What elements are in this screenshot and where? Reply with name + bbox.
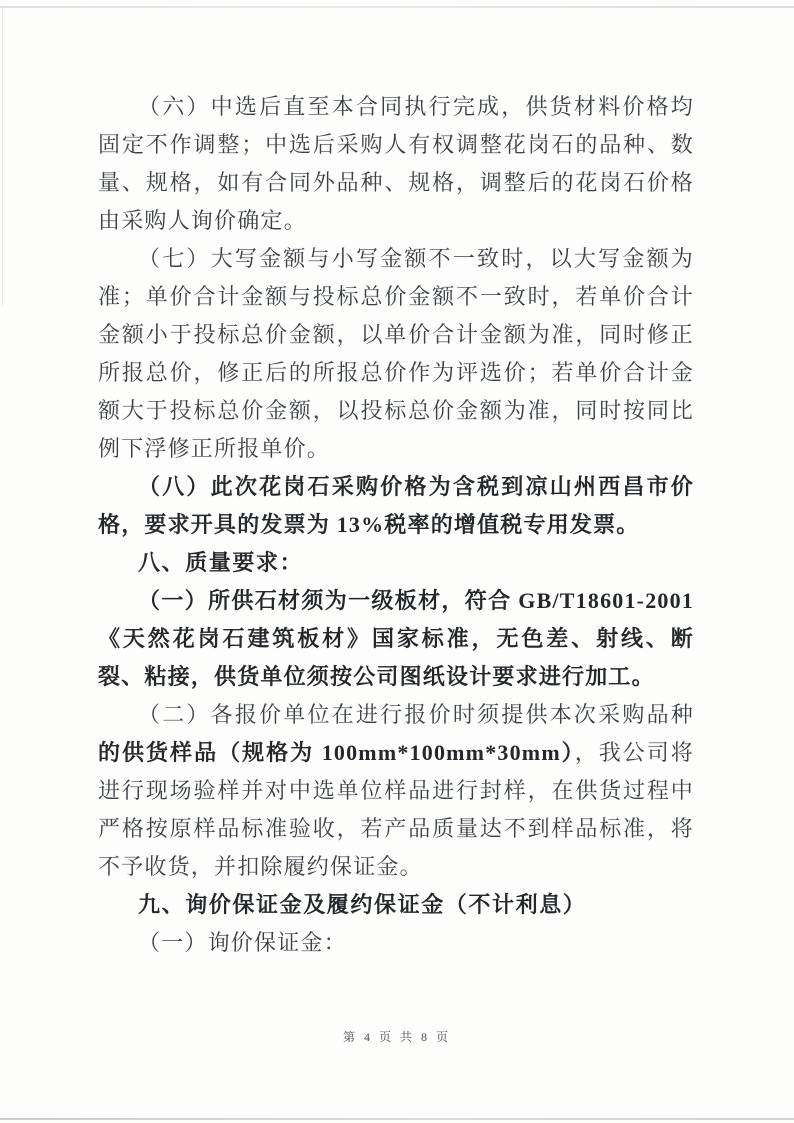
text-run: （一）所供石材须为一级板材，符合 GB/T18601-2001《天然花岗石建筑板材》国家标准，无色差、射线、断裂、粘接，供货单位须按公司图纸设计要求进行加工。: [98, 588, 694, 689]
section-heading: [98, 886, 694, 924]
text-run: 九、询价保证金及履约保证金（不计利息）: [138, 892, 587, 917]
page-number-text: 第 4 页 共 8 页: [342, 1030, 451, 1044]
text-run: （一）询价保证金：: [138, 930, 347, 955]
paragraph: [98, 88, 694, 240]
text-run: （二）各报价单位在进行报价时须提供本次采购品种: [138, 702, 694, 727]
text-run: 八、质量要求：: [138, 550, 304, 575]
paragraph: [98, 696, 694, 886]
document-body: [98, 88, 694, 962]
text-run: （六）中选后直至本合同执行完成，供货材料价格均固定不作调整；中选后采购人有权调整花岗石的品种、数量、规格，如有合同外品种、规格，调整后的花岗石价格由采购人询价确定。: [98, 94, 694, 233]
page-number-footer: [0, 1028, 794, 1045]
text-run: （八）此次花岗石采购价格为含税到凉山州西昌市价格，要求开具的发票为 13%税率的增值税专用发票。: [98, 474, 694, 537]
text-run: ，我公司将进行现场验样并对中选单位样品进行封样，在供货过程中严格按原样品标准验收，若产品质量达不到样品标准，将不予收货，并扣除履约保证金。: [98, 740, 694, 879]
paragraph: [98, 468, 694, 544]
text-run: （七）大写金额与小写金额不一致时，以大写金额为准；单价合计金额与投标总价金额不一致时，若单价合计金额小于投标总价金额，以单价合计金额为准，同时修正所报总价，修正后的所报总价作为评选价；若单价合计金额大于投标总价金额，以投标总价金额为准，同时按同比例下浮修正所报单价。: [98, 246, 694, 461]
scan-edge-bottom: [0, 1118, 794, 1120]
paragraph: [98, 582, 694, 696]
paragraph: [98, 240, 694, 468]
scan-edge-top: [0, 6, 794, 8]
section-heading: [98, 544, 694, 582]
paragraph: [98, 924, 694, 962]
scan-edge-left: [2, 6, 3, 306]
text-run: 的供货样品（规格为 100mm*100mm*30mm）: [98, 740, 575, 765]
